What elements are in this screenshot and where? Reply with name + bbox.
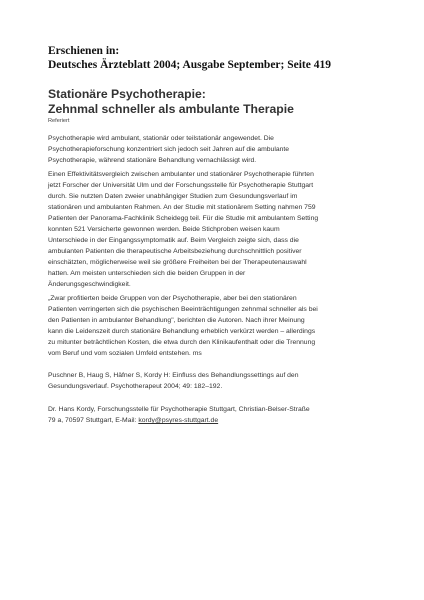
paragraph-study: [48, 169, 378, 290]
text-line: durch. Sie nutzten Daten zweier unabhängiger Studien zum Gesundungsverlauf im: [48, 193, 298, 200]
contact-line: Dr. Hans Kordy, Forschungsstelle für Psychotherapie Stuttgart, Christian-Belser-Straße: [48, 406, 310, 413]
article-title-line2: Zehnmal schneller als ambulante Therapie: [48, 101, 294, 116]
text-line: hatten. Am meisten unterschieden sich die beiden Gruppen in der: [48, 270, 246, 277]
email-link[interactable]: kordy@psyres-stuttgart.de: [138, 417, 219, 424]
literature-reference: [48, 370, 378, 392]
paragraph-intro: [48, 133, 378, 166]
publication-citation: Deutsches Ärzteblatt 2004; Ausgabe September; Seite 419: [48, 59, 331, 71]
contact-line: [48, 415, 378, 426]
text-line: jetzt Forscher der Universität Ulm und der Forschungsstelle für Psychotherapie Stuttgart: [48, 182, 314, 189]
text-line: ambulanten Patienten die therapeutische Arbeitsbeziehung durchschnittlich positiver: [48, 248, 302, 255]
text-line: Patienten verringerten sich die psychischen Beeinträchtigungen zehnmal schneller als bei: [48, 306, 318, 313]
article-title-line1: Stationäre Psychotherapie:: [48, 87, 206, 101]
text-line: Gesundungsverlauf. Psychotherapeut 2004; 49: 182–192.: [48, 383, 223, 390]
text-line: konnten 521 Versicherte gewonnen werden. Beide Stichproben weisen kaum: [48, 226, 280, 233]
paragraph-quote: [48, 293, 378, 359]
text-line: den Patienten in ambulanter Behandlung", berichten die Autoren. Nach ihrer Meinung: [48, 317, 305, 324]
text-line: stationären und ambulanten Rahmen. An der Studie mit stationärem Setting nahmen 759: [48, 204, 316, 211]
text-line: Psychotherapie, während stationäre Behandlung vernachlässigt wird.: [48, 157, 257, 164]
text-line: Patienten der Panorama-Fachklinik Scheidegg teil. Für die Studie mit ambulantem Setting: [48, 215, 319, 222]
article-title: [48, 87, 378, 116]
publication-label: Erschienen in:: [48, 45, 120, 57]
text-line: Unterschiede in der Eingangssymptomatik auf. Beim Vergleich zeigte sich, dass die: [48, 237, 299, 244]
text-line: Psychotherapie wird ambulant, stationär oder teilstationär angewendet. Die: [48, 135, 274, 142]
text-line: Änderungsgeschwindigkeit.: [48, 281, 131, 288]
document-page: [48, 44, 378, 426]
publication-source: [48, 44, 378, 72]
text-line: zu mitunter beträchtlichen Kosten, die etwa durch den Klinikaufenthalt oder die Trennung: [48, 339, 316, 346]
text-line: „Zwar profitierten beide Gruppen von der Psychotherapie, aber bei den stationären: [48, 295, 297, 302]
author-contact: [48, 404, 378, 426]
text-line: Psychotherapieforschung konzentriert sich jedoch seit Jahren auf die ambulante: [48, 146, 290, 153]
contact-address: 79 a, 70597 Stuttgart, E-Mail:: [48, 417, 139, 424]
text-line: Einen Effektivitätsvergleich zwischen ambulanter und stationärer Psychotherapie führten: [48, 171, 314, 178]
text-line: Puschner B, Haug S, Häfner S, Kordy H: Einfluss des Behandlungssettings auf den: [48, 372, 299, 379]
article-label: Referiert: [48, 118, 70, 124]
text-line: kann die Leidenszeit durch stationäre Behandlung erheblich verkürzt werden – allerdings: [48, 328, 316, 335]
text-line: einschätzten, möglicherweise weil sie größere Freiheiten bei der Therapeutenauswahl: [48, 259, 307, 266]
text-line: vom Beruf und vom sozialen Umfeld entstehen. ms: [48, 350, 202, 357]
